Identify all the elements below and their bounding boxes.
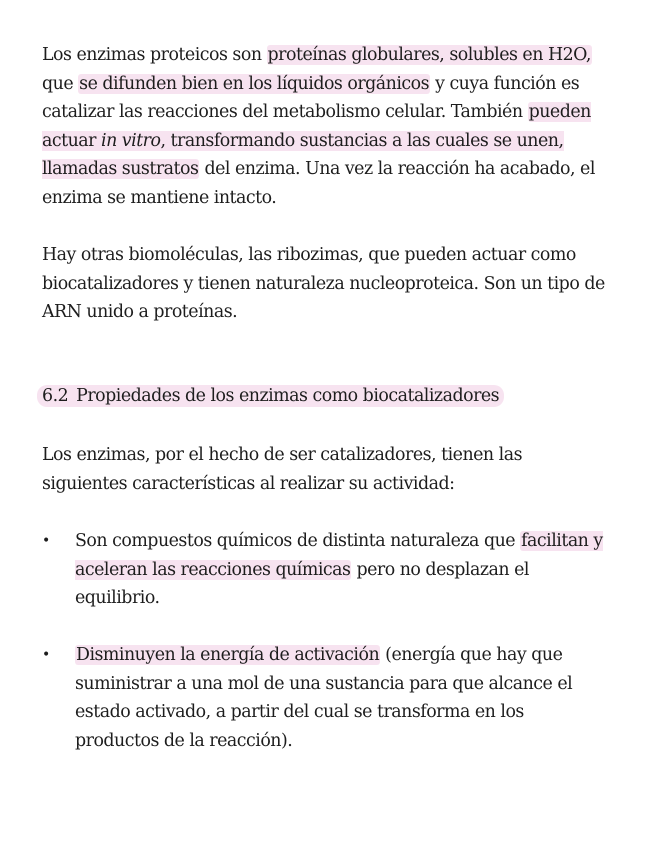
bullet-marker: • xyxy=(42,533,50,549)
text-segment: Son compuestos químicos de distinta naturaleza que xyxy=(75,531,521,551)
text-segment: del enzima. Una vez la reacción ha acabado, el enzima se mantiene intacto. xyxy=(42,159,595,208)
highlight-segment: facilitan y aceleran las reacciones químicas xyxy=(75,531,603,580)
section-number: 6.2 xyxy=(42,386,69,406)
paragraph-characteristics-intro: Los enzimas, por el hecho de ser catalizadores, tienen las siguientes características al realizar su actividad: xyxy=(42,445,523,494)
paragraph-ribozymes: Hay otras biomoléculas, las ribozimas, que pueden actuar como biocatalizadores y tienen naturaleza nucleoproteica. Son un tipo de ARN unido a proteínas. xyxy=(42,245,605,323)
text-segment: Los enzimas proteicos son xyxy=(42,45,267,65)
highlight-segment: Disminuyen la energía de activación xyxy=(76,645,380,665)
text-segment: y cuya función es catalizar las reacciones del metabolismo celular. También xyxy=(42,73,580,123)
text-segment: pero no desplazan el equilibrio. xyxy=(75,559,529,609)
section-heading xyxy=(37,382,504,411)
highlight-segment: se difunden bien en los líquidos orgánicos xyxy=(79,73,430,94)
paragraph-enzyme-definition xyxy=(42,41,612,213)
highlight-segment: proteínas globulares, solubles en H2O, xyxy=(267,45,591,65)
list-item-text xyxy=(75,641,611,755)
text-segment: (energía que hay que suministrar a una mol de una sustancia para que alcance el estado activado, a partir del cual se transforma en los productos de la reacción). xyxy=(75,645,573,751)
highlight-text: pueden actuar xyxy=(42,102,591,151)
section-title: Propiedades de los enzimas como biocatalizadores xyxy=(76,386,500,406)
italic-term: in vitro xyxy=(101,130,161,151)
bullet-marker: • xyxy=(42,647,50,663)
text-segment: que xyxy=(42,73,79,94)
highlight-text: , transformando sustancias a las cuales se unen, llamadas sustratos xyxy=(42,130,564,180)
heading-highlight xyxy=(37,385,504,407)
list-item-text xyxy=(75,527,611,613)
